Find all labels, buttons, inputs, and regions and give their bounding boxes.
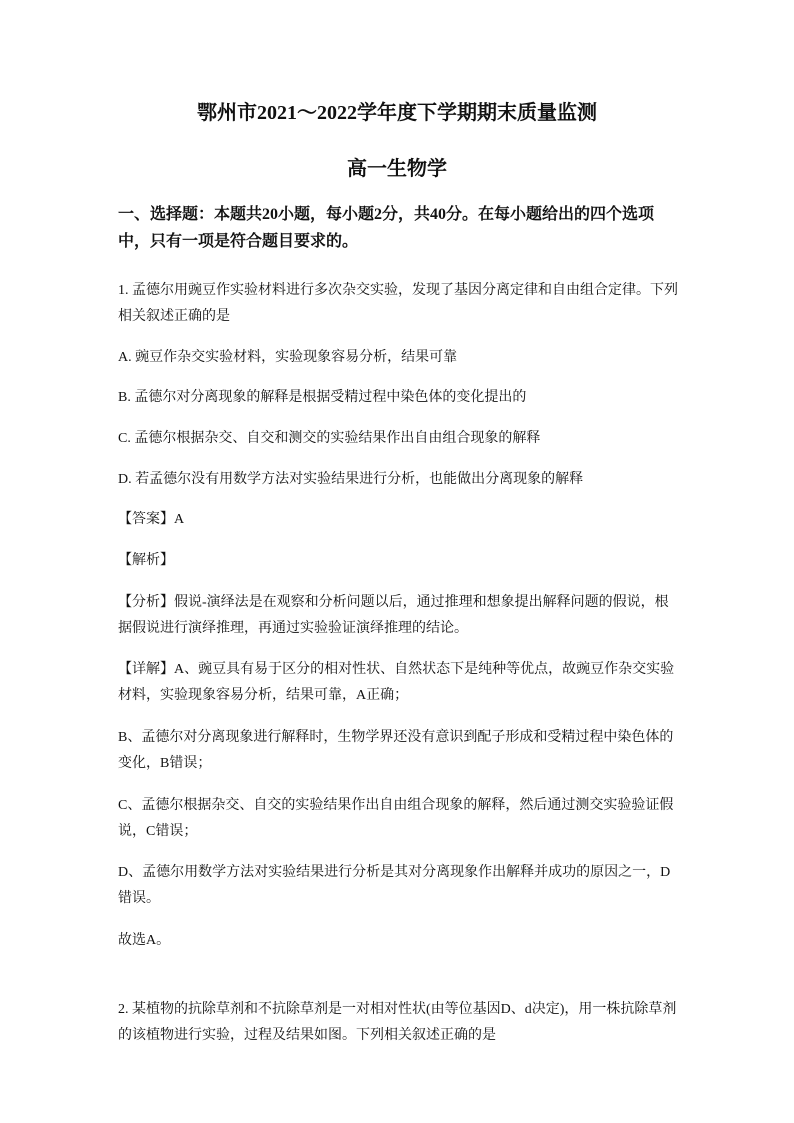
question-1-conclusion: 故选A。 (118, 933, 171, 948)
question-1-stem: 1. 孟德尔用豌豆作实验材料进行多次杂交实验，发现了基因分离定律和自由组合定律。下列相关叙述正确的是 (118, 283, 678, 324)
question-1-explain-c: C、孟德尔根据杂交、自交的实验结果作出自由组合现象的解释，然后通过测交实验验证假说，C错误； (118, 798, 674, 839)
question-1-option-a: A. 豌豆作杂交实验材料，实验现象容易分析，结果可靠 (118, 350, 458, 365)
question-1-answer: 【答案】A (118, 512, 185, 527)
document-title: 鄂州市2021～2022学年度下学期期末质量监测 (197, 102, 597, 124)
document-subtitle: 高一生物学 (347, 158, 447, 180)
question-1-option-d: D. 若孟德尔没有用数学方法对实验结果进行分析，也能做出分离现象的解释 (118, 472, 584, 487)
section-heading: 一、选择题：本题共20小题，每小题2分，共40分。在每小题给出的四个选项中，只有一项是符合题目要求的。 (118, 206, 655, 250)
question-1-explain-b: B、孟德尔对分离现象进行解释时，生物学界还没有意识到配子形成和受精过程中染色体的变化，B错误； (118, 730, 674, 771)
question-1-analysis-label: 【解析】 (118, 553, 174, 568)
question-1-fenxi: 【分析】假说-演绎法是在观察和分析问题以后，通过推理和想象提出解释问题的假说，根据假说进行演绎推理，再通过实验验证演绎推理的结论。 (118, 595, 669, 636)
question-1-xiangjie: 【详解】A、豌豆具有易于区分的相对性状、自然状态下是纯种等优点，故豌豆作杂交实验材料，实验现象容易分析，结果可靠，A正确； (118, 662, 675, 703)
question-1-explain-d: D、孟德尔用数学方法对实验结果进行分析是其对分离现象作出解释并成功的原因之一，D错误。 (118, 865, 671, 906)
question-1-option-b: B. 孟德尔对分离现象的解释是根据受精过程中染色体的变化提出的 (118, 390, 527, 405)
question-2-stem: 2. 某植物的抗除草剂和不抗除草剂是一对相对性状(由等位基因D、d决定)，用一株抗除草剂的该植物进行实验，过程及结果如图。下列相关叙述正确的是 (118, 1002, 677, 1043)
question-1-option-c: C. 孟德尔根据杂交、自交和测交的实验结果作出自由组合现象的解释 (118, 431, 541, 446)
